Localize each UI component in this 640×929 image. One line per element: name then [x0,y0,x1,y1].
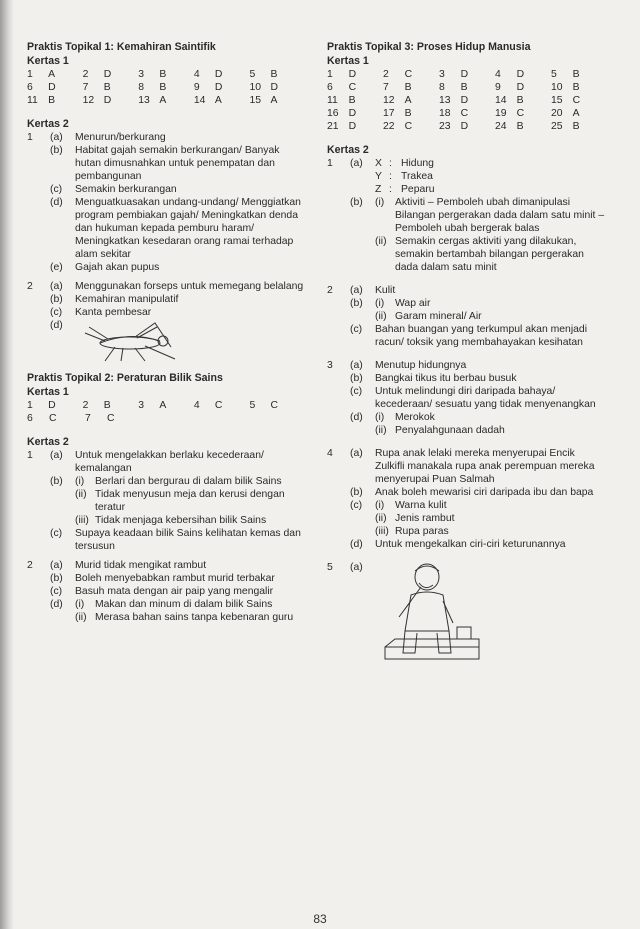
answer-text: Habitat gajah semakin berkurangan/ Banyak hutan dimusnahkan untuk penempatan dan pembangunan [75,145,280,182]
right-column [327,40,607,671]
sub-label: (b) [50,294,63,305]
sub-label: (c) [50,528,63,539]
t1-kertas1-title: Kertas 1 [27,55,69,67]
answer-number: 8 [138,82,144,93]
topic-3-title: Praktis Topikal 3: Proses Hidup Manusia [327,41,531,53]
t1-q2-d [27,319,305,365]
sub-label: (c) [50,586,63,597]
sub-label: (b) [50,145,63,156]
answer-number: 25 [551,121,563,132]
answer-letter: B [103,82,111,93]
answer-letter: B [48,95,56,106]
answer-text: Rupa anak lelaki mereka menyerupai Encik Zulkifli manakala rupa anak perempuan mereka menyerupai Puan Salmah [375,448,595,485]
t3-q4-c-i [375,499,607,512]
sub-label: (c) [350,324,363,335]
t2-q1-b [27,475,305,527]
answer-text: Untuk mengekalkan ciri-ciri keturunannya [375,539,566,550]
answer-number: 24 [495,121,507,132]
answer-text: Wap air [395,298,431,309]
question-number: 5 [327,562,333,573]
answer-number: 12 [383,95,395,106]
page-binding-shadow [0,0,14,929]
answer-number: 1 [27,69,33,80]
answer-number: 23 [439,121,451,132]
answer-number: 5 [249,400,256,411]
sub-sub-label: (i) [75,599,85,610]
sub-label: (b) [350,487,363,498]
answer-letter: D [103,95,112,106]
t2-kertas1-grid [27,399,305,425]
answer-number: 2 [383,69,389,80]
answer-number: 7 [82,82,89,93]
answer-number: 15 [551,95,563,106]
sub-label: (d) [350,412,363,423]
answer-number: 2 [82,69,89,80]
t1-kertas1-grid [27,68,305,107]
answer-letter: C [107,413,115,424]
answer-number: 5 [249,69,256,80]
answer-letter: D [348,69,357,80]
t2-q1-c [27,527,305,553]
sub-label: (b) [350,197,363,208]
answer-number: 3 [138,400,144,411]
sub-sub-label: (i) [75,476,85,487]
answer-letter: D [460,95,469,106]
answer-letter: B [103,400,111,411]
t3-q3-c [327,385,607,411]
answer-text: Tidak menjaga kebersihan bilik Sains [95,515,267,526]
answer-letter: D [48,400,56,411]
answer-letter: D [460,69,469,80]
sub-label: (b) [50,573,63,584]
answer-letter: A [48,69,56,80]
answer-text: Semakin cergas aktiviti yang dilakukan, semakin bertambah bilangan pergerakan dada dalam satu minit [395,236,584,273]
answer-text: Untuk mengelakkan berlaku kecederaan/ kemalangan [75,450,264,474]
answer-text: Tidak menyusun meja dan kerusi dengan teratur [95,489,285,513]
label-key: Y [375,171,382,182]
t3-q2-b [327,297,607,323]
answer-letter: A [214,95,222,106]
answer-row [27,94,305,107]
answer-letter: B [159,69,167,80]
answer-letter: C [404,121,413,132]
answer-number: 17 [383,108,395,119]
answer-number: 13 [138,95,150,106]
t2-q2-d [27,598,305,624]
answer-text: Makan dan minum di dalam bilik Sains [95,599,273,610]
question-number: 1 [27,450,33,461]
boy-drawing-slot [375,561,607,671]
t3-kertas1-title: Kertas 1 [327,55,369,67]
answer-letter: C [214,400,223,411]
t2-q2-d-i [75,598,305,611]
answer-text: Merasa bahan sains tanpa kebenaran guru [95,612,294,623]
t3-q1-b-i [375,196,607,235]
answer-number: 7 [383,82,389,93]
answer-text: Menggunakan forseps untuk memegang belalang [75,281,304,292]
t3-q2-b-i [375,297,607,310]
sub-sub-label: (i) [375,197,385,208]
t3-q4-a [327,447,607,486]
sub-label: (c) [50,307,63,318]
t2-q1-b-iii [75,514,305,527]
t3-q3-b [327,372,607,385]
answer-letter: D [348,108,357,119]
answer-number: 21 [327,121,339,132]
t2-q2-b [27,572,305,585]
answer-letter: D [270,82,279,93]
answer-number: 14 [193,95,206,106]
label-key: X [375,158,382,169]
answer-text: Supaya keadaan bilik Sains kelihatan kemas dan tersusun [75,528,301,552]
answer-number: 1 [27,400,33,411]
answer-letter: A [159,400,167,411]
answer-row [327,68,607,81]
answer-letter: D [460,121,469,132]
organ-x: X : Hidung [375,158,434,169]
answer-number: 22 [383,121,395,132]
sub-sub-label: (i) [375,298,385,309]
sub-label: (d) [50,599,63,610]
answer-text: Menguatkuasakan undang-undang/ Menggiatkan program pembiakan gajah/ Meningkatkan denda dan hukuman kepada pemburu haram/ Meningkatkan kesedaran orang ramai terhadap alam sekitar [75,197,301,260]
answer-number: 4 [193,69,200,80]
answer-letter: A [572,108,580,119]
answer-number: 4 [193,400,200,411]
answer-letter: B [159,82,167,93]
t3-q4-c-iii [375,525,607,538]
sub-label: (a) [50,132,63,143]
answer-letter: B [404,108,412,119]
answer-number: 11 [27,95,38,106]
answer-letter: B [404,82,412,93]
answer-text: Peparu [401,184,435,195]
sub-label: (d) [50,320,63,331]
answer-number: 15 [249,95,261,106]
answer-letter: B [572,69,580,80]
question-number: 1 [27,132,33,143]
organ-y: Y : Trakea [375,171,433,182]
answer-text: Kanta pembesar [75,307,152,318]
boy-covering-nose-illustration [375,561,485,671]
sub-label: (c) [350,386,363,397]
sub-label: (a) [50,560,63,571]
answer-number: 6 [27,82,33,93]
sub-label: (e) [50,262,63,273]
t3-q2-c [327,323,607,349]
sub-label: (a) [350,158,363,169]
sub-sub-label: (ii) [375,513,387,524]
answer-letter: D [516,82,525,93]
t2-kertas1-title: Kertas 1 [27,386,69,398]
answer-number: 13 [439,95,451,106]
answer-text: Hidung [401,158,434,169]
t2-kertas2-title: Kertas 2 [27,436,69,448]
answer-number: 6 [327,82,333,93]
answer-number: 8 [439,82,445,93]
answer-text: Warna kulit [395,500,447,511]
answer-row [27,81,305,94]
t3-q3-a [327,359,607,372]
answer-text: Murid tidak mengikat rambut [75,560,207,571]
t3-q3-d-i [375,411,607,424]
answer-letter: C [348,82,357,93]
answer-letter: B [270,69,278,80]
answer-letter: D [214,82,223,93]
answer-text: Basuh mata dengan air paip yang mengalir [75,586,274,597]
answer-letter: B [348,95,356,106]
t2-q2-c [27,585,305,598]
answer-number: 3 [439,69,445,80]
answer-letter: D [348,121,357,132]
sub-label: (c) [50,184,63,195]
answer-number: 10 [249,82,261,93]
answer-text: Boleh menyebabkan rambut murid terbakar [75,573,275,584]
answer-row [27,399,305,412]
t3-q5-a [327,561,607,671]
answer-text: Bahan buangan yang terkumpul akan menjadi racun/ toksik yang membahayakan kesihatan [375,324,588,348]
answer-text: Penyalahgunaan dadah [395,425,505,436]
answer-number: 19 [495,108,507,119]
topic-1-title: Praktis Topikal 1: Kemahiran Saintifik [27,41,216,53]
sub-label: (a) [350,448,363,459]
answer-letter: C [270,400,279,411]
grasshopper-drawing-slot [75,319,305,365]
answer-number: 18 [439,108,451,119]
answer-letter: B [572,82,580,93]
answer-number: 1 [327,69,333,80]
sub-label: (a) [50,281,63,292]
t1-kertas2-title: Kertas 2 [27,118,69,130]
answer-row [327,107,607,120]
answer-text: Gajah akan pupus [75,262,160,273]
t1-q1-e [27,261,305,274]
sub-label: (a) [350,562,363,573]
sub-sub-label: (i) [375,500,385,511]
organ-z: Z : Peparu [375,184,435,195]
answer-number: 5 [551,69,557,80]
answer-number: 14 [495,95,507,106]
page-number: 83 [313,912,327,926]
topic-2-title: Praktis Topikal 2: Peraturan Bilik Sains [27,372,223,384]
answer-number: 4 [495,69,501,80]
answer-text: Garam mineral/ Air [395,311,482,322]
answer-number: 2 [82,400,89,411]
sub-sub-label: (ii) [375,425,387,436]
answer-text: Berlari dan bergurau di dalam bilik Sains [95,476,282,487]
left-column [27,40,305,624]
answer-number: 10 [551,82,563,93]
answer-text: Rupa paras [395,526,449,537]
t3-q2-b-ii [375,310,607,323]
t1-q2-b [27,293,305,306]
t3-q3-d [327,411,607,437]
question-number: 4 [327,448,333,459]
question-number: 1 [327,158,333,169]
answer-letter: B [460,82,468,93]
t3-kertas2-title: Kertas 2 [327,144,369,156]
answer-text: Trakea [401,171,433,182]
answer-text: Semakin berkurangan [75,184,177,195]
answer-text: Anak boleh mewarisi ciri daripada ibu dan bapa [375,487,594,498]
sub-sub-label: (i) [375,412,385,423]
sub-sub-label: (ii) [75,612,87,623]
sub-label: (c) [350,500,363,511]
question-number: 3 [327,360,333,371]
answer-number: 7 [85,413,91,424]
sub-label: (a) [350,360,363,371]
answer-letter: D [48,82,56,93]
sub-sub-label: (ii) [75,489,87,500]
answer-text: Bangkai tikus itu berbau busuk [375,373,517,384]
t3-q3-d-ii [375,424,607,437]
sub-label: (d) [350,539,363,550]
answer-text: Menutup hidungnya [375,360,467,371]
answer-text: Kemahiran manipulatif [75,294,179,305]
t1-q2-c [27,306,305,319]
answer-number: 3 [138,69,144,80]
answer-row [327,120,607,133]
answer-number: 6 [27,413,33,424]
answer-row [327,94,607,107]
t3-q4-c-ii [375,512,607,525]
label-key: Z [375,184,382,195]
question-number: 2 [327,285,333,296]
t1-q1-a [27,131,305,144]
answer-number: 12 [82,95,95,106]
sub-label: (a) [350,285,363,296]
t3-q1-b-ii [375,235,607,274]
t2-q1-a [27,449,305,475]
answer-number: 16 [327,108,339,119]
answer-number: 11 [327,95,338,106]
answer-letter: C [572,95,581,106]
sub-label: (b) [350,298,363,309]
answer-letter: A [270,95,278,106]
t3-q1-a [327,157,607,196]
answer-number: 9 [495,82,501,93]
t1-q1-c [27,183,305,196]
answer-row [27,68,305,81]
answer-row [327,81,607,94]
answer-letter: D [103,69,112,80]
grasshopper-illustration [75,319,195,365]
sub-sub-label: (ii) [375,311,387,322]
sub-label: (b) [350,373,363,384]
answer-row [27,412,305,425]
question-number: 2 [27,281,33,292]
t3-q2-a [327,284,607,297]
answer-letter: C [404,69,413,80]
t3-q4-d [327,538,607,551]
sub-sub-label: (iii) [75,515,89,526]
sub-label: (b) [50,476,63,487]
t3-q4-b [327,486,607,499]
question-number: 2 [27,560,33,571]
answer-letter: B [572,121,580,132]
answer-text: Kulit [375,285,396,296]
answer-letter: A [159,95,167,106]
answer-letter: C [516,108,525,119]
answer-number: 20 [551,108,563,119]
answer-letter: D [214,69,223,80]
sub-label: (a) [50,450,63,461]
sub-label: (d) [50,197,63,208]
answer-letter: C [460,108,469,119]
answer-letter: B [516,121,524,132]
t3-q4-c [327,499,607,538]
answer-number: 9 [193,82,200,93]
answer-text: Merokok [395,412,435,423]
answer-letter: C [49,413,57,424]
answer-text: Aktiviti – Pemboleh ubah dimanipulasi Bilangan pergerakan dada dalam satu minit – Pemboleh ubah bergerak balas [395,197,605,234]
t2-q1-b-ii [75,488,305,514]
answer-text: Menurun/berkurang [75,132,166,143]
answer-text: Untuk melindungi diri daripada bahaya/ kecederaan/ sesuatu yang tidak menyenangkan [375,386,596,410]
t3-kertas1-grid [327,68,607,133]
answer-letter: B [516,95,524,106]
t2-q2-d-ii [75,611,305,624]
sub-sub-label: (iii) [375,526,389,537]
answer-text: Jenis rambut [395,513,455,524]
answer-letter: A [404,95,412,106]
t1-q1-d [27,196,305,261]
t1-q1-b [27,144,305,183]
t2-q2-a [27,559,305,572]
t3-q1-b [327,196,607,274]
sub-sub-label: (ii) [375,236,387,247]
answer-letter: D [516,69,525,80]
t1-q2-a [27,280,305,293]
t2-q1-b-i [75,475,305,488]
